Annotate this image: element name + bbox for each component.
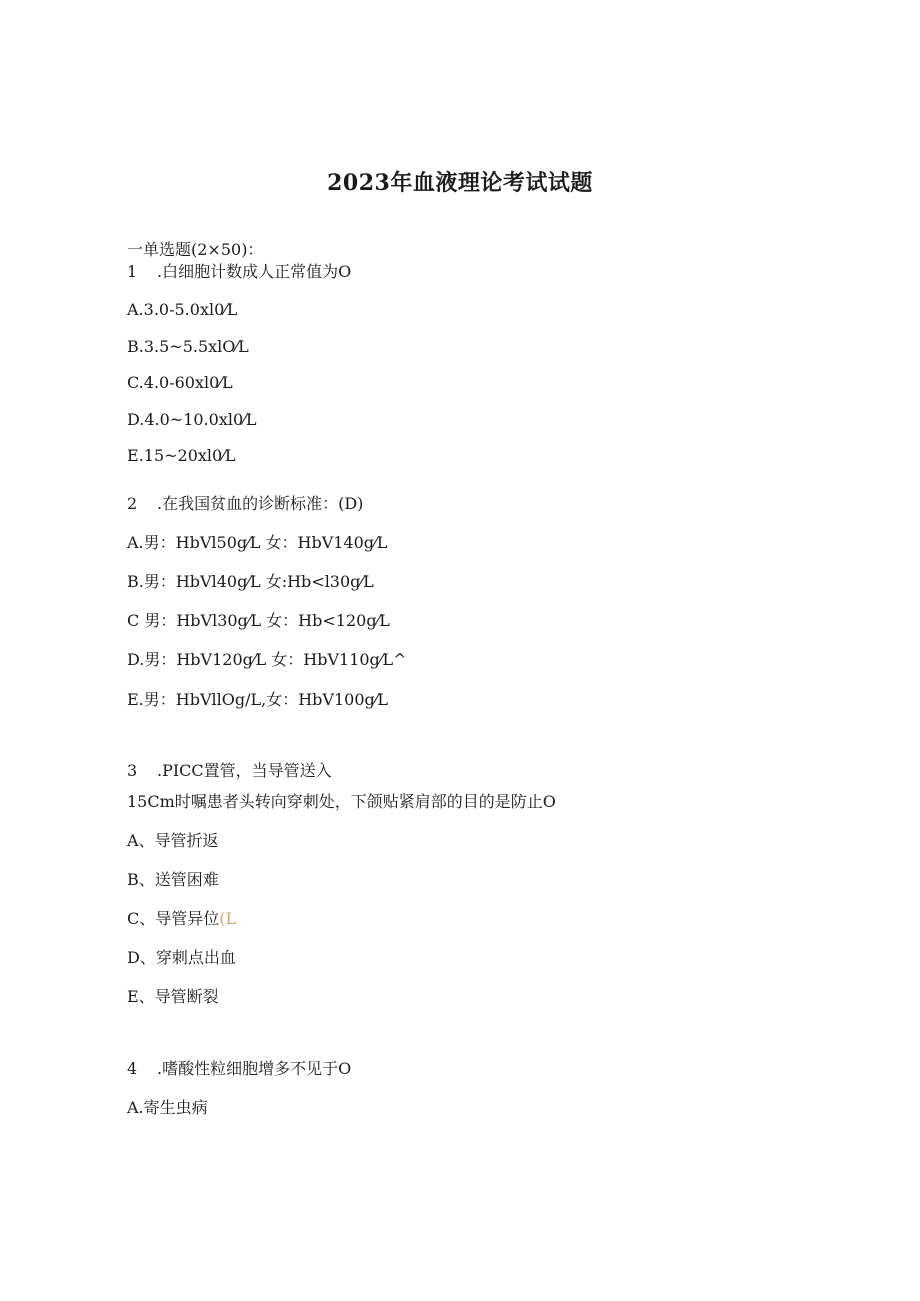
question-number: 2 (127, 494, 138, 513)
option-1c: C.4.0-60xl0⁄L (127, 373, 233, 392)
question-2 (127, 494, 363, 514)
question-stem: .嗜酸性粒细胞增多不见于O (157, 1059, 352, 1078)
option-2a: A.男：HbVl50g⁄L 女：HbV140g⁄L (127, 533, 388, 552)
option-4a: A.寄生虫病 (127, 1098, 208, 1117)
option-3a: A、导管折返 (127, 831, 219, 850)
option-2c: C 男：HbVl30g⁄L 女：Hb<120g⁄L (127, 611, 390, 630)
option-3d: D、穿刺点出血 (127, 948, 236, 967)
question-number: 1 (127, 262, 138, 281)
option-1d: D.4.0~10.0xl0⁄L (127, 410, 257, 429)
option-1a: A.3.0-5.0xl0⁄L (127, 300, 238, 319)
option-3c (127, 909, 236, 929)
question-4 (127, 1059, 351, 1079)
question-stem: .PICC置管，当导管送入 (157, 761, 332, 780)
option-2b: B.男：HbVl40g⁄L 女:Hb<l30g⁄L (127, 572, 374, 591)
option-2d: D.男：HbV120g⁄L 女：HbV110g⁄L^ (127, 650, 407, 669)
question-stem: .白细胞计数成人正常值为O (157, 262, 352, 281)
question-number: 3 (127, 761, 138, 780)
question-1 (127, 262, 351, 282)
question-3-continued: 15Cm时嘱患者头转向穿刺处，下颌贴紧肩部的目的是防止O (127, 792, 556, 811)
question-stem: .在我国贫血的诊断标准：(D) (157, 494, 364, 513)
question-3 (127, 761, 332, 781)
option-3c-text: C、导管异位 (127, 909, 220, 928)
option-2e: E.男：HbVllOg/L,女：HbV100g⁄L (127, 690, 389, 709)
section-heading: 一单选题(2×50)： (127, 240, 264, 259)
option-3e: E、导管断裂 (127, 987, 219, 1006)
handwritten-mark: (L (219, 909, 237, 928)
option-1b: B.3.5~5.5xlO⁄L (127, 337, 249, 356)
question-number: 4 (127, 1059, 138, 1078)
document-title: 2023年血液理论考试试题 (327, 170, 593, 196)
option-1e: E.15~20xl0⁄L (127, 446, 236, 465)
option-3b: B、送管困难 (127, 870, 219, 889)
